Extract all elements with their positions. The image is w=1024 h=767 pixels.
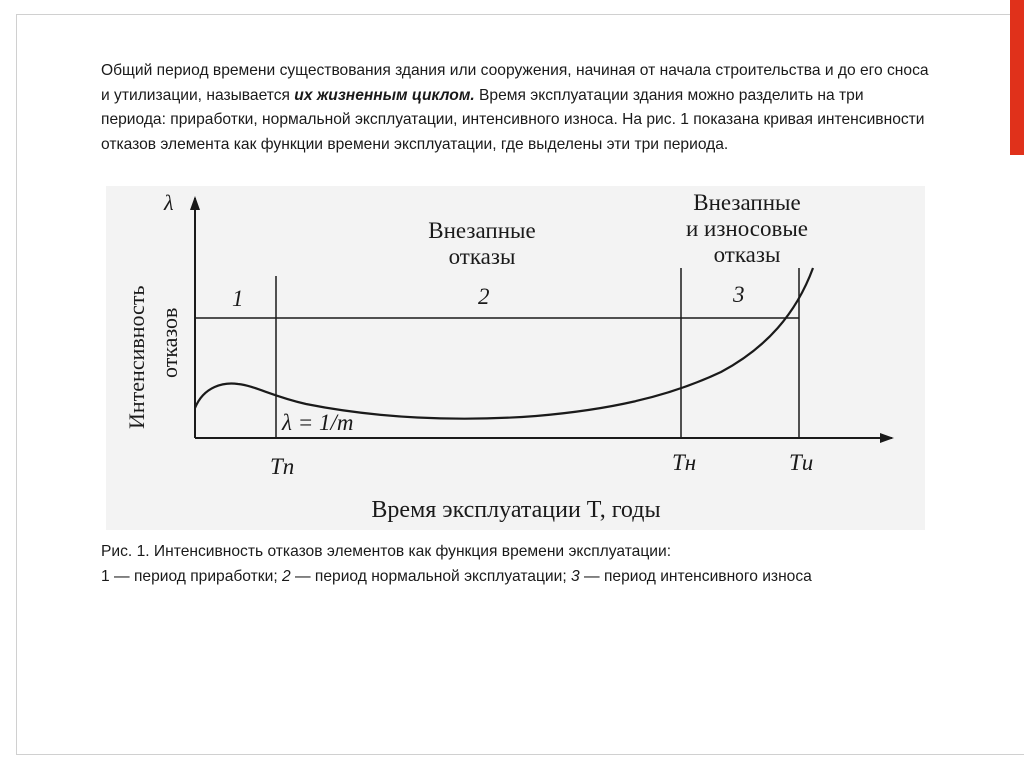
failure-rate-figure bbox=[106, 186, 925, 530]
intro-paragraph bbox=[101, 59, 931, 157]
formula-label: λ = 1/m bbox=[282, 410, 354, 435]
y-axis-label-line1: Интенсивность bbox=[124, 285, 149, 429]
tick-tp: Tп bbox=[270, 454, 295, 479]
wear-failures-line1: Внезапные bbox=[693, 190, 801, 215]
caption-period-2: — период нормальной эксплуатации; bbox=[290, 567, 571, 585]
intro-text-start: Общий период времени существования здания или сооружения, начиная от начала строительства и до его сноса и утилизации, называется bbox=[101, 62, 929, 104]
caption-period-3: — период интенсивного износа bbox=[579, 567, 812, 585]
tick-ti: Tи bbox=[789, 450, 814, 475]
intro-term: их жизненным циклом. bbox=[294, 86, 475, 104]
y-axis-symbol: λ bbox=[164, 190, 174, 215]
y-axis-label-line2: отказов bbox=[157, 307, 182, 378]
x-axis-label: Время эксплуатации T, годы bbox=[371, 497, 661, 523]
figure-caption bbox=[101, 540, 931, 589]
slide-frame-bottom bbox=[16, 754, 1024, 755]
slide-frame-top bbox=[16, 14, 1024, 15]
caption-num-1: 1 bbox=[101, 567, 110, 585]
sudden-failures-line2: отказы bbox=[448, 244, 516, 269]
caption-num-3: 3 bbox=[571, 567, 580, 585]
region-label-2: 2 bbox=[478, 284, 490, 309]
intro-text-end: Время эксплуатации здания можно разделить на три периода: приработки, нормальной эксплуатации, интенсивного износа. На рис. 1 показана кривая интенсивности отказов элемента как функции времени эксплуатации, где выделены эти три периода. bbox=[101, 86, 925, 153]
tick-tn: Tн bbox=[672, 450, 697, 475]
region-label-3: 3 bbox=[733, 282, 745, 307]
wear-failures-line2: и износовые bbox=[685, 216, 809, 241]
failure-rate-curve bbox=[195, 268, 813, 419]
slide-frame-left bbox=[16, 14, 17, 755]
accent-bar bbox=[1010, 0, 1024, 155]
caption-num-2: 2 bbox=[281, 567, 291, 585]
failure-rate-diagram bbox=[106, 186, 925, 530]
caption-line1: Рис. 1. Интенсивность отказов элементов как функция времени эксплуатации: bbox=[101, 543, 672, 560]
caption-period-1: — период приработки; bbox=[109, 567, 282, 585]
wear-failures-line3: отказы bbox=[713, 242, 781, 267]
sudden-failures-line1: Внезапные bbox=[428, 218, 536, 243]
region-label-1: 1 bbox=[232, 286, 244, 311]
